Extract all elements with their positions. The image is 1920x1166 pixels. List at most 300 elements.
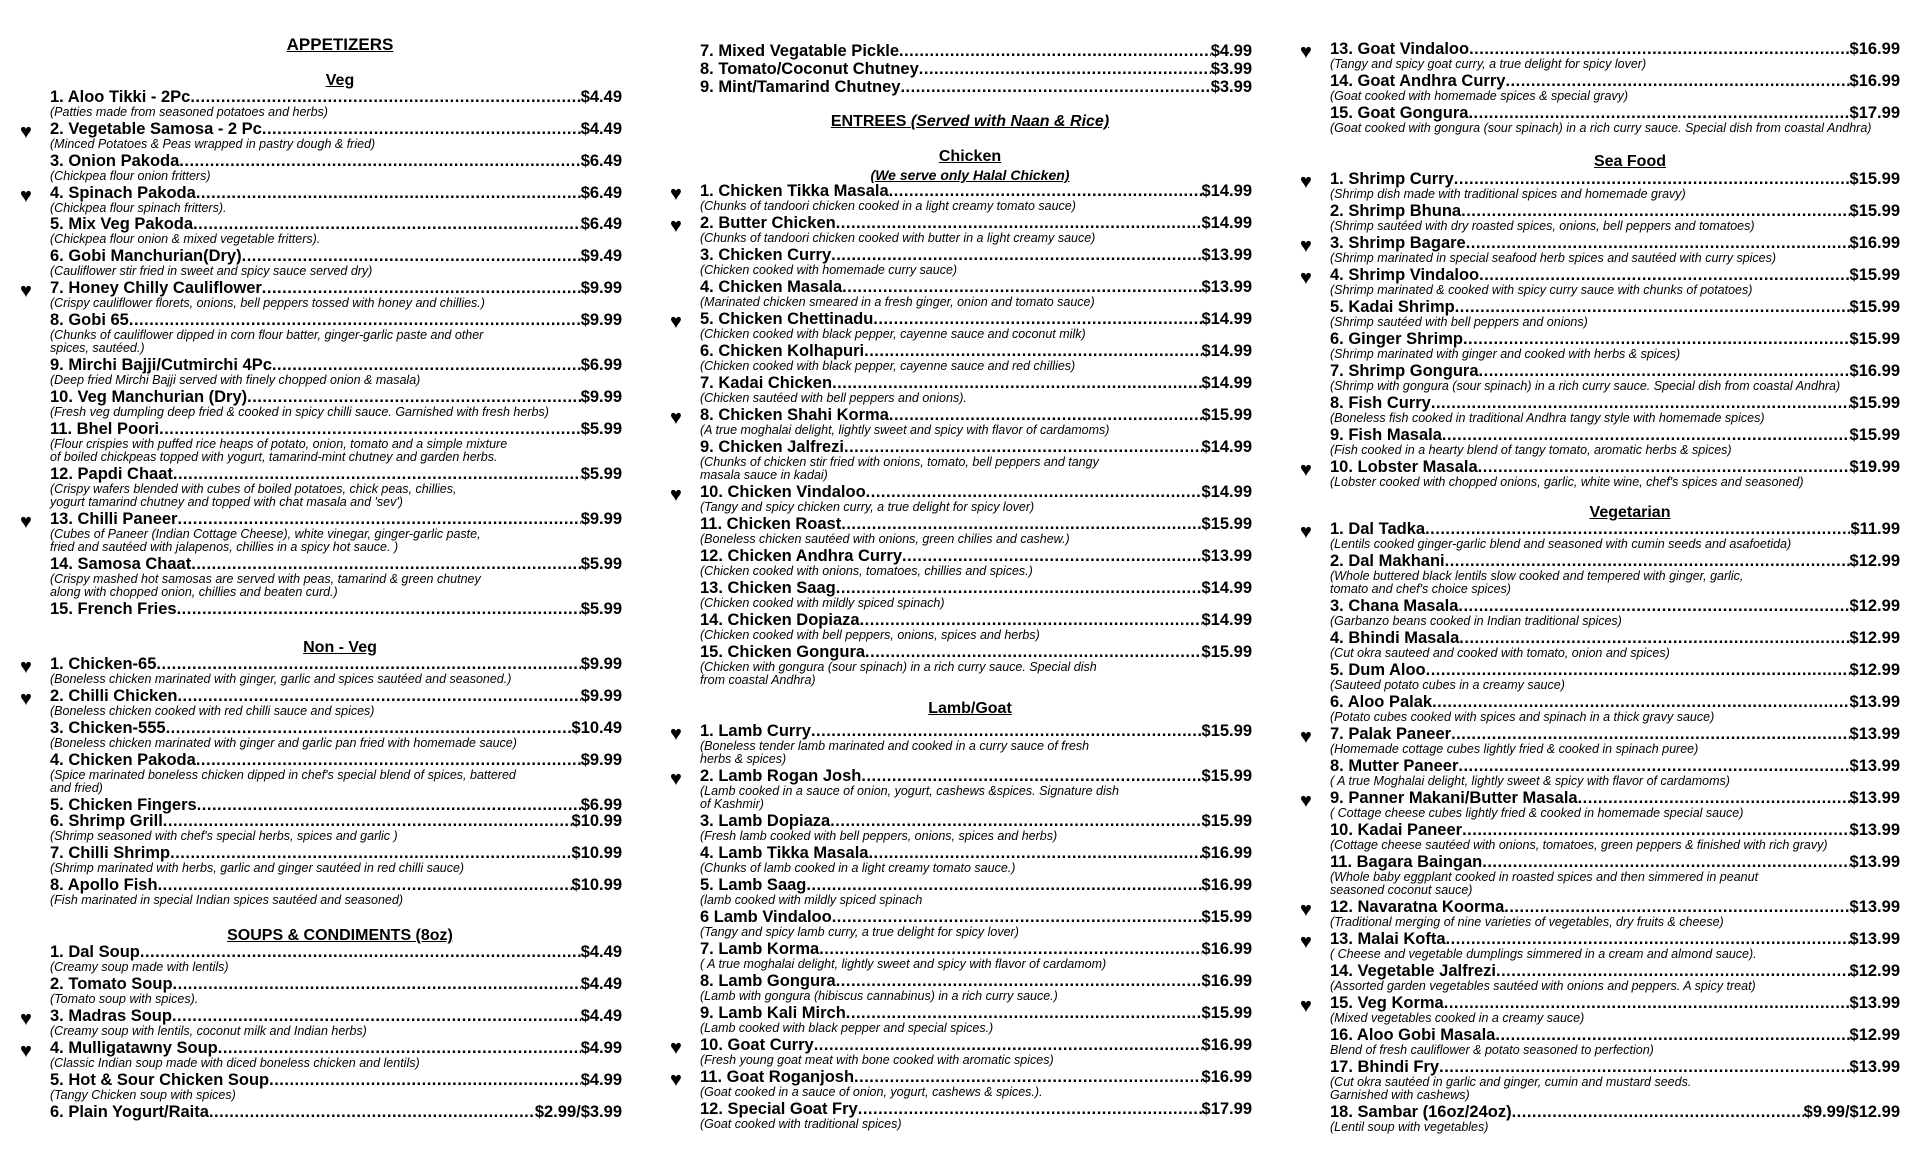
dot-leader bbox=[1444, 994, 1850, 1012]
menu-item-price: $5.99 bbox=[580, 465, 622, 483]
menu-item-name: 12. Chicken Andhra Curry bbox=[700, 547, 903, 565]
menu-item-price: $14.99 bbox=[1201, 374, 1252, 392]
menu-item-description: (Goat cooked with homemade spices & special gravy) bbox=[1330, 89, 1629, 103]
menu-item-row bbox=[1330, 757, 1900, 775]
menu-item-price: $17.99 bbox=[1201, 1100, 1252, 1118]
menu-item-row bbox=[1330, 458, 1900, 476]
menu-item-name: 2. Dal Makhani bbox=[1330, 552, 1445, 570]
menu-item bbox=[50, 719, 622, 750]
menu-item-row bbox=[1330, 552, 1900, 570]
dot-leader bbox=[1451, 725, 1849, 743]
menu-item bbox=[1330, 821, 1900, 852]
menu-item-name: 8. Fish Curry bbox=[1330, 394, 1431, 412]
menu-item bbox=[50, 120, 622, 151]
menu-item bbox=[700, 767, 1252, 811]
menu-item-price: $14.99 bbox=[1201, 579, 1252, 597]
menu-item-price: $15.99 bbox=[1201, 908, 1252, 926]
menu-item-row bbox=[50, 719, 622, 737]
section-title-vegetarian: Vegetarian bbox=[1589, 504, 1671, 521]
dot-leader bbox=[170, 844, 571, 862]
menu-item-row bbox=[50, 751, 622, 769]
menu-item-name: 13. Chicken Saag bbox=[700, 579, 836, 597]
menu-item-name: 18. Sambar (16oz/24oz) bbox=[1330, 1103, 1512, 1121]
menu-item-name: 10. Veg Manchurian (Dry) bbox=[50, 388, 248, 406]
menu-item-description: (Shrimp marinated with herbs, garlic and ginger sautéed in red chilli sauce) bbox=[50, 861, 465, 875]
menu-item-price: $13.99 bbox=[1849, 693, 1900, 711]
menu-item-description: (Shrimp marinated & cooked with spicy curry sauce with chunks of potatoes) bbox=[1330, 283, 1753, 297]
menu-item-row bbox=[1330, 394, 1900, 412]
menu-item-name: 5. Mix Veg Pakoda bbox=[50, 215, 194, 233]
menu-item-price: $12.99 bbox=[1849, 629, 1900, 647]
menu-item-row bbox=[1330, 362, 1900, 380]
heart-icon: ♥ bbox=[1300, 995, 1312, 1017]
section-title-non-veg: Non - Veg bbox=[303, 639, 377, 656]
dot-leader bbox=[173, 975, 581, 993]
menu-item bbox=[50, 876, 622, 907]
menu-item bbox=[700, 1036, 1252, 1067]
menu-item-row bbox=[700, 1100, 1252, 1118]
menu-item-price: $4.49 bbox=[580, 120, 622, 138]
dot-leader bbox=[865, 643, 1201, 661]
heart-icon: ♥ bbox=[20, 656, 32, 678]
menu-item-row bbox=[50, 655, 622, 673]
menu-item-description: (Whole baby eggplant cooked in roasted spices and then simmered in peanut seasoned coconut sauce) bbox=[1330, 870, 1759, 897]
dot-leader bbox=[1495, 1026, 1849, 1044]
menu-item-row bbox=[50, 184, 622, 202]
menu-item-name: 9. Mint/Tamarind Chutney bbox=[700, 78, 901, 96]
menu-item-name: 2. Lamb Rogan Josh bbox=[700, 767, 862, 785]
menu-item-name: 1. Dal Tadka bbox=[1330, 520, 1426, 538]
menu-item-description: (Boneless chicken marinated with ginger, garlic and spices sautéed and seasoned.) bbox=[50, 672, 512, 686]
dot-leader bbox=[179, 152, 580, 170]
menu-item-name: 8. Tomato/Coconut Chutney bbox=[700, 60, 919, 78]
dot-leader bbox=[1512, 1103, 1804, 1121]
menu-item-row bbox=[700, 438, 1252, 456]
menu-item-price: $16.99 bbox=[1201, 940, 1252, 958]
dot-leader bbox=[1458, 757, 1849, 775]
menu-item bbox=[700, 42, 1252, 60]
menu-item-description: (Whole buttered black lentils slow cooked and tempered with ginger, garlic, tomato and chef's choice spices) bbox=[1330, 569, 1744, 596]
heart-icon: ♥ bbox=[20, 1040, 32, 1062]
menu-item-row bbox=[700, 908, 1252, 926]
menu-item bbox=[700, 278, 1252, 309]
menu-item-row bbox=[700, 246, 1252, 264]
menu-item-description: (Boneless fish cooked in traditional Andhra tangy style with homemade spices) bbox=[1330, 411, 1765, 425]
dot-leader bbox=[819, 940, 1201, 958]
menu-item-name: 10. Goat Curry bbox=[700, 1036, 814, 1054]
menu-item-description: (Tangy and spicy lamb curry, a true delight for spicy lover) bbox=[700, 925, 1019, 939]
menu-item bbox=[700, 844, 1252, 875]
menu-item bbox=[1330, 597, 1900, 628]
menu-item-price: $14.99 bbox=[1201, 483, 1252, 501]
section-title-soups: SOUPS & CONDIMENTS (8oz) bbox=[227, 927, 453, 944]
dot-leader bbox=[158, 876, 572, 894]
dot-leader bbox=[899, 42, 1211, 60]
menu-item-price: $12.99 bbox=[1849, 1026, 1900, 1044]
menu-item bbox=[50, 1007, 622, 1038]
menu-item-description: (Chicken cooked with black pepper, cayenne sauce and coconut milk) bbox=[700, 327, 1086, 341]
menu-item-name: 11. Chicken Roast bbox=[700, 515, 842, 533]
menu-item-row bbox=[700, 278, 1252, 296]
menu-item bbox=[50, 844, 622, 875]
menu-item-row bbox=[1330, 853, 1900, 871]
menu-item bbox=[50, 465, 622, 509]
dot-leader bbox=[1463, 330, 1850, 348]
menu-item-name: 5. Kadai Shrimp bbox=[1330, 298, 1455, 316]
heart-icon: ♥ bbox=[1300, 267, 1312, 289]
entrees-note: (Served with Naan & Rice) bbox=[910, 113, 1110, 130]
heart-icon: ♥ bbox=[670, 1069, 682, 1091]
dot-leader bbox=[811, 722, 1202, 740]
menu-item-price: $9.99 bbox=[580, 279, 622, 297]
menu-item-description: (Shrimp seasoned with chef's special herbs, spices and garlic ) bbox=[50, 829, 398, 843]
dot-leader bbox=[1496, 962, 1850, 980]
menu-item bbox=[50, 1103, 622, 1121]
menu-item-row bbox=[700, 182, 1252, 200]
menu-item-name: 10. Chicken Vindaloo bbox=[700, 483, 866, 501]
menu-item-price: $16.99 bbox=[1201, 972, 1252, 990]
menu-item-price: $4.49 bbox=[580, 975, 622, 993]
dot-leader bbox=[844, 438, 1202, 456]
menu-item-row bbox=[50, 388, 622, 406]
menu-item-row bbox=[700, 547, 1252, 565]
menu-item-name: 12. Special Goat Fry bbox=[700, 1100, 858, 1118]
menu-item-description: (lamb cooked with mildly spiced spinach bbox=[700, 893, 923, 907]
dot-leader bbox=[191, 555, 580, 573]
menu-item-row bbox=[50, 215, 622, 233]
menu-item-row bbox=[1330, 202, 1900, 220]
menu-item bbox=[1330, 898, 1900, 929]
dot-leader bbox=[1454, 170, 1850, 188]
menu-item-row bbox=[1330, 661, 1900, 679]
menu-item-row bbox=[700, 214, 1252, 232]
dot-leader bbox=[1461, 202, 1849, 220]
menu-item-description: (Deep fried Mirchi Bajji served with finely chopped onion & masala) bbox=[50, 373, 421, 387]
menu-item-row bbox=[1330, 994, 1900, 1012]
menu-item bbox=[1330, 693, 1900, 724]
menu-item-price: $14.99 bbox=[1201, 342, 1252, 360]
menu-item-price: $13.99 bbox=[1849, 853, 1900, 871]
dot-leader bbox=[1504, 898, 1849, 916]
menu-item bbox=[1330, 1026, 1900, 1057]
menu-item-price: $15.99 bbox=[1201, 812, 1252, 830]
menu-item-row bbox=[50, 844, 622, 862]
menu-item-name: 15. Goat Gongura bbox=[1330, 104, 1469, 122]
menu-item-price: $16.99 bbox=[1201, 876, 1252, 894]
menu-item-description: (Lentils cooked ginger-garlic blend and seasoned with cumin seeds and asafoetida) bbox=[1330, 537, 1792, 551]
menu-item-description: (Fish marinated in special Indian spices sautéed and seasoned) bbox=[50, 893, 403, 907]
menu-item-price: $12.99 bbox=[1849, 661, 1900, 679]
dot-leader bbox=[900, 78, 1210, 96]
menu-item bbox=[50, 975, 622, 1006]
dot-leader bbox=[1505, 72, 1849, 90]
menu-item-price: $12.99 bbox=[1849, 552, 1900, 570]
menu-item bbox=[50, 311, 622, 355]
heart-icon: ♥ bbox=[670, 215, 682, 237]
menu-item-description: (Fresh young goat meat with bone cooked with aromatic spices) bbox=[700, 1053, 1054, 1067]
menu-item-row bbox=[1330, 104, 1900, 122]
menu-item-row bbox=[50, 465, 622, 483]
dot-leader bbox=[242, 247, 581, 265]
menu-item-row bbox=[50, 812, 622, 830]
menu-item bbox=[700, 876, 1252, 907]
menu-item-name: 16. Aloo Gobi Masala bbox=[1330, 1026, 1496, 1044]
menu-item-price: $16.99 bbox=[1849, 362, 1900, 380]
menu-item-name: 9. Panner Makani/Butter Masala bbox=[1330, 789, 1578, 807]
menu-item-name: 1. Dal Soup bbox=[50, 943, 140, 961]
menu-item-row bbox=[1330, 821, 1900, 839]
menu-item-name: 4. Chicken Masala bbox=[700, 278, 843, 296]
menu-item-row bbox=[50, 1103, 622, 1121]
menu-item-description: (Boneless chicken cooked with red chilli sauce and spices) bbox=[50, 704, 375, 718]
menu-item-name: 2. Chilli Chicken bbox=[50, 687, 178, 705]
menu-item-row bbox=[1330, 330, 1900, 348]
menu-item-row bbox=[50, 311, 622, 329]
menu-item-row bbox=[700, 483, 1252, 501]
dot-leader bbox=[177, 600, 581, 618]
menu-item bbox=[1330, 104, 1900, 135]
menu-item-price: $13.99 bbox=[1849, 757, 1900, 775]
menu-item bbox=[700, 60, 1252, 78]
menu-item-price: $9.99 bbox=[580, 510, 622, 528]
menu-item bbox=[1330, 789, 1900, 820]
menu-item-price: $14.99 bbox=[1201, 438, 1252, 456]
section-title-lamb-goat: Lamb/Goat bbox=[928, 700, 1012, 717]
menu-item-name: 17. Bhindi Fry bbox=[1330, 1058, 1440, 1076]
menu-item-row bbox=[700, 767, 1252, 785]
menu-item-description: (Classic Indian soup made with diced boneless chicken and lentils) bbox=[50, 1056, 420, 1070]
menu-item-description: (A true moghalai delight, lightly sweet and spicy with flavor of cardamoms) bbox=[700, 423, 1110, 437]
menu-item-name: 2. Shrimp Bhuna bbox=[1330, 202, 1462, 220]
menu-item-name: 10. Kadai Paneer bbox=[1330, 821, 1463, 839]
menu-item bbox=[1330, 930, 1900, 961]
menu-item-name: 5. Dum Aloo bbox=[1330, 661, 1426, 679]
menu-item-name: 1. Chicken-65 bbox=[50, 655, 157, 673]
menu-item-row bbox=[1330, 40, 1900, 58]
menu-item-description: (Minced Potatoes & Peas wrapped in pastry dough & fried) bbox=[50, 137, 376, 151]
menu-item bbox=[1330, 202, 1900, 233]
menu-item-price: $9.99 bbox=[580, 751, 622, 769]
menu-item-name: 4. Shrimp Vindaloo bbox=[1330, 266, 1480, 284]
menu-item-name: 10. Lobster Masala bbox=[1330, 458, 1478, 476]
dot-leader bbox=[247, 388, 581, 406]
menu-item-price: $4.49 bbox=[580, 88, 622, 106]
menu-item bbox=[50, 812, 622, 843]
menu-item-row bbox=[50, 247, 622, 265]
menu-item-name: 11. Bagara Baingan bbox=[1330, 853, 1483, 871]
menu-item bbox=[1330, 962, 1900, 993]
menu-item bbox=[700, 246, 1252, 277]
menu-item-price: $11.99 bbox=[1850, 520, 1900, 538]
dot-leader bbox=[269, 1071, 581, 1089]
menu-item-row bbox=[1330, 1026, 1900, 1044]
heart-icon: ♥ bbox=[1300, 726, 1312, 748]
menu-item-price: $13.99 bbox=[1201, 246, 1252, 264]
menu-item bbox=[700, 515, 1252, 546]
menu-item-price: $6.49 bbox=[580, 215, 622, 233]
dot-leader bbox=[1462, 821, 1849, 839]
dot-leader bbox=[196, 184, 581, 202]
menu-item-row bbox=[700, 1036, 1252, 1054]
dot-leader bbox=[1469, 40, 1849, 58]
menu-item bbox=[50, 388, 622, 419]
menu-item-description: (Sauteed potato cubes in a creamy sauce) bbox=[1330, 678, 1565, 692]
menu-item bbox=[50, 510, 622, 554]
menu-item-price: $13.99 bbox=[1849, 725, 1900, 743]
menu-item-row bbox=[1330, 266, 1900, 284]
menu-item-description: (Tangy Chicken soup with spices) bbox=[50, 1088, 236, 1102]
menu-item-price: $15.99 bbox=[1201, 767, 1252, 785]
menu-item-description: (Potato cubes cooked with spices and spinach in a thick gravy sauce) bbox=[1330, 710, 1715, 724]
dot-leader bbox=[1466, 234, 1850, 252]
menu-item bbox=[50, 943, 622, 974]
dot-leader bbox=[1432, 693, 1849, 711]
menu-item-name: 6 Lamb Vindaloo bbox=[700, 908, 832, 926]
menu-item-name: 8. Lamb Gongura bbox=[700, 972, 836, 990]
menu-item-name: 4. Lamb Tikka Masala bbox=[700, 844, 869, 862]
menu-item-row bbox=[50, 555, 622, 573]
menu-item-row bbox=[700, 643, 1252, 661]
menu-item-description: (Lamb cooked in a sauce of onion, yogurt, cashews &spices. Signature dish of Kashmir) bbox=[700, 784, 1119, 811]
dot-leader bbox=[129, 311, 581, 329]
heart-icon: ♥ bbox=[670, 768, 682, 790]
menu-item-name: 7. Shrimp Gongura bbox=[1330, 362, 1479, 380]
menu-item-price: $3.99 bbox=[1210, 60, 1252, 78]
menu-item-row bbox=[700, 42, 1252, 60]
menu-item-description: ( Cheese and vegetable dumplings simmered in a cream and almond sauce). bbox=[1330, 947, 1757, 961]
menu-item-row bbox=[1330, 962, 1900, 980]
menu-item-name: 8. Chicken Shahi Korma bbox=[700, 406, 889, 424]
menu-item-row bbox=[50, 687, 622, 705]
menu-item-name: 1. Aloo Tikki - 2Pc bbox=[50, 88, 191, 106]
menu-item-name: 5. Hot & Sour Chicken Soup bbox=[50, 1071, 270, 1089]
menu-item bbox=[1330, 1103, 1900, 1134]
menu-item-row bbox=[700, 374, 1252, 392]
menu-item bbox=[700, 908, 1252, 939]
menu-item-row bbox=[700, 515, 1252, 533]
dot-leader bbox=[166, 719, 572, 737]
menu-item-price: $13.99 bbox=[1849, 821, 1900, 839]
menu-item-description: (Patties made from seasoned potatoes and herbs) bbox=[50, 105, 328, 119]
menu-item-name: 9. Mirchi Bajji/Cutmirchi 4Pc bbox=[50, 356, 272, 374]
heart-icon: ♥ bbox=[670, 183, 682, 205]
menu-item-name: 6. Plain Yogurt/Raita bbox=[50, 1103, 209, 1121]
section-title-sea-food: Sea Food bbox=[1593, 153, 1666, 170]
menu-item bbox=[700, 722, 1252, 766]
menu-item-row bbox=[50, 1007, 622, 1025]
menu-item-name: 6. Chicken Kolhapuri bbox=[700, 342, 865, 360]
menu-item-name: 3. Shrimp Bagare bbox=[1330, 234, 1466, 252]
menu-item-row bbox=[50, 1039, 622, 1057]
dot-leader bbox=[159, 420, 581, 438]
section-title-veg: Veg bbox=[325, 72, 355, 89]
dot-leader bbox=[873, 310, 1201, 328]
menu-item-name: 4. Spinach Pakoda bbox=[50, 184, 196, 202]
menu-item-description: (Cauliflower stir fried in sweet and spicy sauce served dry) bbox=[50, 264, 373, 278]
menu-item-row bbox=[700, 579, 1252, 597]
menu-item bbox=[1330, 552, 1900, 596]
menu-item-description: (Lamb with gongura (hibiscus cannabinus) in a rich curry sauce.) bbox=[700, 989, 1058, 1003]
menu-item-name: 4. Bhindi Masala bbox=[1330, 629, 1460, 647]
menu-item-name: 1. Chicken Tikka Masala bbox=[700, 182, 889, 200]
dot-leader bbox=[190, 88, 580, 106]
menu-item bbox=[50, 687, 622, 718]
dot-leader bbox=[1455, 298, 1850, 316]
menu-item-description: (Shrimp with gongura (sour spinach) in a rich curry sauce. Special dish from coastal Andhra) bbox=[1330, 379, 1841, 393]
menu-item bbox=[1330, 362, 1900, 393]
dot-leader bbox=[806, 876, 1201, 894]
menu-item-description: (Cubes of Paneer (Indian Cottage Cheese), white vinegar, ginger-garlic paste, fried and sautéed with jalapenos, chillies in a spicy hot sauce. ) bbox=[50, 527, 481, 554]
dot-leader bbox=[854, 1068, 1202, 1086]
dot-leader bbox=[1478, 458, 1850, 476]
dot-leader bbox=[262, 279, 581, 297]
menu-item-price: $16.99 bbox=[1201, 1036, 1252, 1054]
menu-item-price: $10.49 bbox=[571, 719, 622, 737]
menu-item-price: $9.99 bbox=[580, 311, 622, 329]
menu-item-row bbox=[700, 342, 1252, 360]
menu-item-description: (Chicken cooked with mildly spiced spinach) bbox=[700, 596, 945, 610]
menu-item-description: (Boneless chicken sautéed with onions, green chilies and cashew.) bbox=[700, 532, 1070, 546]
menu-item-name: 13. Chilli Paneer bbox=[50, 510, 178, 528]
menu-item bbox=[700, 214, 1252, 245]
heart-icon: ♥ bbox=[670, 311, 682, 333]
menu-item-description: (Chunks of lamb cooked in a light creamy tomato sauce.) bbox=[700, 861, 1016, 875]
heart-icon: ♥ bbox=[670, 484, 682, 506]
menu-item-row bbox=[700, 940, 1252, 958]
menu-item bbox=[50, 420, 622, 464]
menu-item-description: (Shrimp marinated with ginger and cooked with herbs & spices) bbox=[1330, 347, 1681, 361]
menu-item-row bbox=[1330, 234, 1900, 252]
dot-leader bbox=[836, 972, 1202, 990]
menu-item-price: $4.99 bbox=[580, 1039, 622, 1057]
menu-item-price: $5.99 bbox=[580, 600, 622, 618]
menu-item-name: 8. Gobi 65 bbox=[50, 311, 129, 329]
menu-item-name: 15. French Fries bbox=[50, 600, 177, 618]
heart-icon: ♥ bbox=[1300, 459, 1312, 481]
chicken-halal-note: (We serve only Halal Chicken) bbox=[870, 167, 1070, 183]
menu-item-description: (Lobster cooked with chopped onions, garlic, white wine, chef's spices and seasoned) bbox=[1330, 475, 1804, 489]
menu-item-name: 1. Lamb Curry bbox=[700, 722, 811, 740]
menu-item-name: 12. Navaratna Koorma bbox=[1330, 898, 1505, 916]
dot-leader bbox=[842, 278, 1201, 296]
menu-item-name: 14. Chicken Dopiaza bbox=[700, 611, 860, 629]
menu-item bbox=[1330, 40, 1900, 71]
menu-item-price: $16.99 bbox=[1849, 72, 1900, 90]
menu-item-row bbox=[50, 88, 622, 106]
menu-item-price: $6.49 bbox=[580, 152, 622, 170]
menu-item-description: (Crispy mashed hot samosas are served with peas, tamarind & green chutney along with chopped onion, chillies and beaten curd.) bbox=[50, 572, 481, 599]
menu-item bbox=[700, 812, 1252, 843]
menu-item-name: 11. Goat Roganjosh bbox=[700, 1068, 855, 1086]
menu-item-row bbox=[1330, 1103, 1900, 1121]
heart-icon: ♥ bbox=[1300, 931, 1312, 953]
menu-item-row bbox=[700, 78, 1252, 96]
menu-item-row bbox=[700, 1068, 1252, 1086]
menu-item-row bbox=[700, 611, 1252, 629]
menu-item-description: (Chicken with gongura (sour spinach) in a rich curry sauce. Special dish from coastal Andhra) bbox=[700, 660, 1097, 687]
dot-leader bbox=[889, 406, 1202, 424]
menu-item-description: (Shrimp marinated in special seafood herb spices and sautéed with curry spices) bbox=[1330, 251, 1777, 265]
menu-item-price: $13.99 bbox=[1201, 278, 1252, 296]
dot-leader bbox=[272, 356, 581, 374]
menu-item bbox=[1330, 458, 1900, 489]
menu-item-row bbox=[1330, 170, 1900, 188]
menu-item bbox=[700, 374, 1252, 405]
entrees-title: ENTREES bbox=[830, 113, 907, 130]
dot-leader bbox=[1442, 426, 1850, 444]
dot-leader bbox=[262, 120, 581, 138]
dot-leader bbox=[1446, 930, 1850, 948]
